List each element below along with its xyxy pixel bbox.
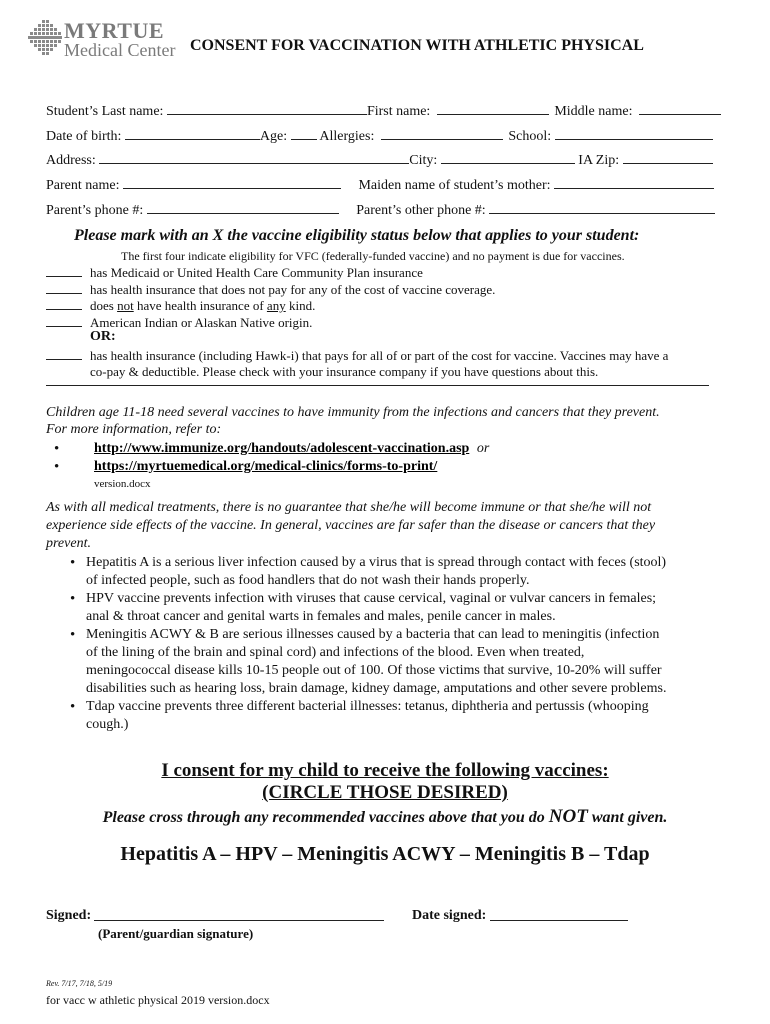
maiden-name-label: Maiden name of student’s mother:	[358, 178, 551, 193]
middle-name-label: Middle name:	[554, 104, 633, 119]
eligibility-option-3-text-b: have health insurance of	[133, 298, 267, 313]
city-label: City:	[409, 153, 438, 168]
form-row-phone	[46, 201, 715, 219]
hepatitis-a-line-1: • Hepatitis A is a serious liver infection caused by a virus that is spread through contact with feces (stool)	[86, 555, 667, 570]
eligibility-checkbox-2[interactable]	[46, 281, 82, 294]
eligibility-option-3-text-a: does	[90, 298, 118, 313]
consent-instruction	[0, 806, 770, 828]
consent-instruction-b: want given.	[587, 809, 668, 826]
eligibility-option-2-text: has health insurance that does not pay for any of the cost of vaccine coverage.	[90, 282, 496, 297]
school-label: School:	[508, 129, 552, 144]
eligibility-option-3-not: not	[117, 298, 134, 313]
meningitis-line-2: of the lining of the brain and spinal cord) and infections of the blood. Even when treated,	[86, 645, 585, 660]
logo	[28, 18, 178, 60]
immunize-link[interactable]: http://www.immunize.org/handouts/adolescent-vaccination.asp	[94, 441, 470, 456]
guarantee-line-3: prevent.	[46, 536, 91, 551]
last-name-label: Student’s Last name:	[46, 104, 164, 119]
hpv-info	[66, 590, 666, 626]
hpv-line-2: anal & throat cancer and genital warts in females and males, penile cancer in males.	[86, 609, 556, 624]
parent-name-field[interactable]	[123, 176, 341, 189]
hepatitis-a-info	[66, 554, 666, 590]
date-signed-field[interactable]	[490, 906, 628, 921]
meningitis-info	[66, 626, 666, 698]
form-row-parent	[46, 176, 714, 194]
link-item-2	[50, 459, 489, 475]
eligibility-option-4	[46, 314, 312, 331]
date-signed-label: Date signed:	[412, 908, 487, 923]
form-row-name	[46, 102, 721, 120]
allergies-field[interactable]	[381, 127, 503, 140]
hepatitis-a-line-2: of infected people, such as food handlers that do not wash their hands properly.	[86, 573, 530, 588]
parent-phone-field[interactable]	[147, 201, 339, 214]
tdap-line-1: • Tdap vaccine prevents three different bacterial illnesses: tetanus, diphtheria and pertussis (whooping	[86, 699, 649, 714]
signature-caption: (Parent/guardian signature)	[98, 926, 254, 941]
eligibility-option-5-line-1: has health insurance (including Hawk-i) that pays for all of or part of the cost for vaccine. Vaccines may have a	[90, 348, 669, 363]
hpv-line-1: • HPV vaccine prevents infection with viruses that cause cervical, vaginal or vulvar cancers in females;	[86, 591, 657, 606]
logo-name: MYRTUE	[64, 18, 165, 43]
consent-instruction-a: Please cross through any recommended vaccines above that you do	[102, 809, 549, 826]
first-name-field[interactable]	[437, 102, 549, 115]
maiden-name-field[interactable]	[554, 176, 714, 189]
eligibility-checkbox-5[interactable]	[46, 347, 82, 360]
parent-other-phone-label: Parent’s other phone #:	[356, 203, 486, 218]
form-row-dob	[46, 127, 713, 145]
consent-instruction-not: NOT	[548, 806, 588, 827]
age-label: Age:	[259, 129, 288, 144]
meningitis-line-1: • Meningitis ACWY & B are serious illnesses caused by a bacteria that can lead to meningitis (infection	[86, 627, 660, 642]
eligibility-option-5	[46, 347, 668, 364]
form-row-address	[46, 151, 713, 169]
version-note: version.docx	[94, 478, 151, 490]
first-name-label: First name:	[366, 104, 431, 119]
tdap-line-2: cough.)	[86, 717, 129, 732]
eligibility-heading: Please mark with an X the vaccine eligibility status below that applies to your student:	[74, 227, 640, 244]
tdap-info	[66, 698, 666, 734]
info-intro-line-2: For more information, refer to:	[46, 422, 222, 437]
signature-field[interactable]	[94, 906, 384, 921]
ia-zip-field[interactable]	[623, 151, 713, 164]
logo-mark-icon	[28, 20, 62, 60]
meningitis-line-4: disabilities such as hearing loss, brain damage, kidney damage, amputations and other severe problems.	[86, 681, 667, 696]
vaccine-options[interactable]: Hepatitis A – HPV – Meningitis ACWY – Meningitis B – Tdap	[120, 843, 650, 865]
eligibility-option-4-text: American Indian or Alaskan Native origin.	[90, 315, 313, 330]
eligibility-option-2	[46, 281, 495, 298]
city-field[interactable]	[441, 151, 575, 164]
eligibility-option-3	[46, 297, 315, 314]
eligibility-checkbox-4[interactable]	[46, 314, 82, 327]
guarantee-line-1: As with all medical treatments, there is no guarantee that she/he will become immune or that she/he will not	[46, 500, 652, 515]
eligibility-option-3-text-c: kind.	[285, 298, 316, 313]
section-divider	[46, 385, 709, 386]
ia-zip-label: IA Zip:	[578, 153, 620, 168]
address-field[interactable]	[99, 151, 409, 164]
eligibility-option-1	[46, 264, 423, 281]
eligibility-or-label: OR:	[90, 329, 116, 344]
age-field[interactable]	[291, 127, 317, 140]
parent-name-label: Parent name:	[46, 178, 120, 193]
page-title: CONSENT FOR VACCINATION WITH ATHLETIC PHYSICAL	[190, 37, 644, 54]
middle-name-field[interactable]	[639, 102, 721, 115]
parent-other-phone-field[interactable]	[489, 201, 715, 214]
parent-phone-label: Parent’s phone #:	[46, 203, 144, 218]
dob-label: Date of birth:	[46, 129, 122, 144]
consent-heading-line-1: I consent for my child to receive the following vaccines:	[161, 760, 609, 781]
guarantee-line-2: experience side effects of the vaccine. In general, vaccines are far safer than the disease or cancers that they	[46, 518, 656, 533]
address-label: Address:	[46, 153, 96, 168]
myrtue-forms-link[interactable]: https://myrtuemedical.org/medical-clinics/forms-to-print/	[94, 459, 438, 474]
allergies-label: Allergies:	[319, 129, 375, 144]
signed-label: Signed:	[46, 908, 92, 923]
info-intro-line-1: Children age 11-18 need several vaccines to have immunity from the infections and cancers that they prevent.	[46, 405, 660, 420]
link-item-1	[50, 441, 489, 457]
eligibility-note: The first four indicate eligibility for VFC (federally-funded vaccine) and no payment is due for vaccines.	[121, 249, 625, 263]
eligibility-option-3-any: any	[266, 298, 286, 313]
revision-note: Rev. 7/17, 7/18, 5/19	[46, 979, 113, 988]
eligibility-checkbox-3[interactable]	[46, 297, 82, 310]
logo-subtitle: Medical Center	[64, 40, 176, 60]
last-name-field[interactable]	[167, 102, 367, 115]
meningitis-line-3: meningococcal disease kills 10-15 people out of 100. Of those victims that survive, 10-20% will suffer	[86, 663, 662, 678]
eligibility-option-5-line-2: co-pay & deductible. Please check with your insurance company if you have questions about this.	[90, 364, 599, 379]
vaccine-info-list	[66, 554, 666, 734]
link-list	[50, 441, 489, 475]
school-field[interactable]	[555, 127, 713, 140]
consent-heading-line-2: (CIRCLE THOSE DESIRED)	[262, 782, 508, 803]
dob-field[interactable]	[125, 127, 260, 140]
eligibility-option-1-text: has Medicaid or United Health Care Community Plan insurance	[90, 265, 423, 280]
eligibility-checkbox-1[interactable]	[46, 264, 82, 277]
footer-filename: for vacc w athletic physical 2019 version.docx	[46, 993, 270, 1007]
link-or-text: or	[476, 441, 490, 456]
